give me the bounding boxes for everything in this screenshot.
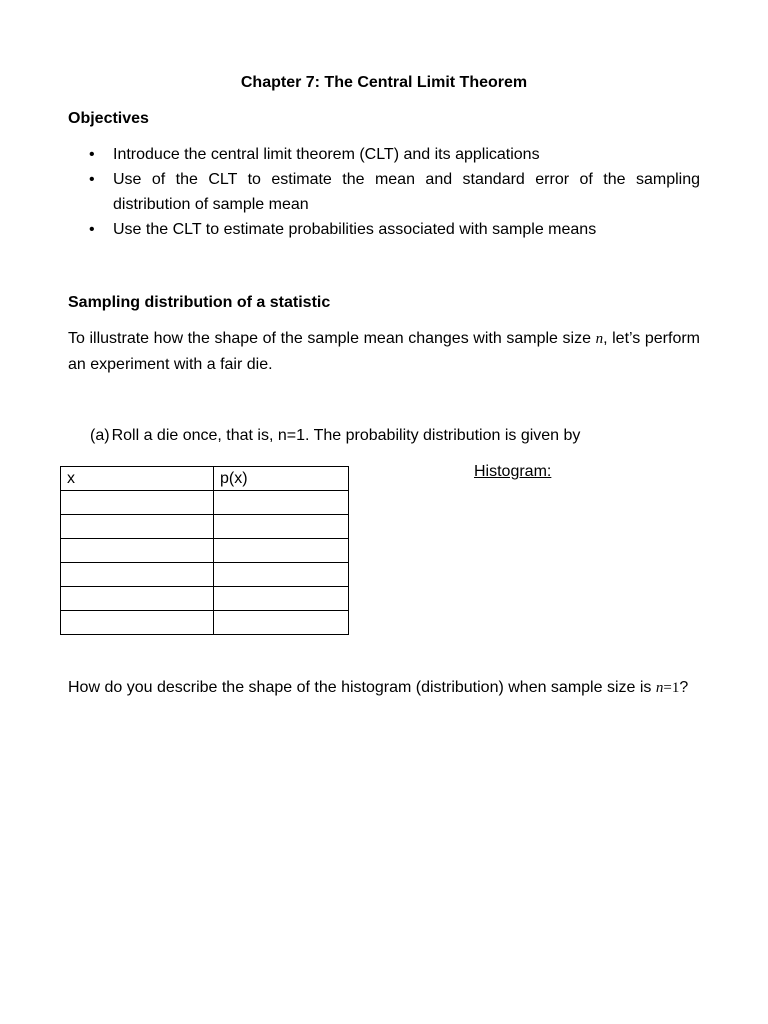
bullet-icon: • [89, 171, 95, 188]
part-a-line [90, 423, 580, 448]
math-equals-one: =1 [663, 680, 680, 696]
objective-text: Use of the CLT to estimate the mean and standard error of the sampling distribution of sample mean [113, 171, 700, 213]
table-header-px: p(x) [214, 467, 349, 491]
table-row [61, 539, 349, 563]
part-a-label: (a) [90, 427, 110, 444]
part-a-text: Roll a die once, that is, n=1. The probability distribution is given by [111, 427, 581, 444]
objective-item [68, 142, 700, 167]
table-cell-x [61, 539, 214, 563]
objective-item [68, 167, 700, 217]
sampling-heading: Sampling distribution of a statistic [68, 294, 331, 311]
table-cell-x [61, 491, 214, 515]
bullet-icon: • [89, 221, 95, 238]
chapter-title: Chapter 7: The Central Limit Theorem [240, 74, 528, 91]
objective-text: Introduce the central limit theorem (CLT) and its applications [113, 146, 540, 163]
objectives-list [68, 142, 700, 242]
table-cell-x [61, 563, 214, 587]
objective-text: Use the CLT to estimate probabilities associated with sample means [113, 221, 597, 238]
question-mark: ? [679, 679, 689, 696]
intro-text-end: , let’s perform an experiment with a fair die. [68, 330, 701, 373]
probability-table [60, 466, 349, 635]
table-row [61, 563, 349, 587]
intro-text-start: To illustrate how the shape of the sample mean changes with sample size [68, 330, 596, 347]
table-row [61, 611, 349, 635]
table-cell-x [61, 515, 214, 539]
objectives-heading: Objectives [68, 110, 149, 127]
table-cell-px [214, 563, 349, 587]
math-variable-n: n [595, 331, 604, 347]
table-cell-px [214, 587, 349, 611]
table-cell-x [61, 611, 214, 635]
table-cell-px [214, 515, 349, 539]
intro-paragraph [68, 326, 700, 377]
table-cell-px [214, 491, 349, 515]
table-row [61, 515, 349, 539]
table-row [61, 587, 349, 611]
table-cell-x [61, 587, 214, 611]
question-text: How do you describe the shape of the histogram (distribution) when sample size is [68, 679, 656, 696]
table-header-row [61, 467, 349, 491]
table-row [61, 491, 349, 515]
bullet-icon: • [89, 146, 95, 163]
question-paragraph [68, 675, 700, 701]
table-header-x: x [61, 467, 214, 491]
objective-item [68, 217, 700, 242]
table-cell-px [214, 539, 349, 563]
math-variable-n: n [655, 680, 664, 696]
table-cell-px [214, 611, 349, 635]
histogram-label: Histogram: [474, 463, 552, 480]
